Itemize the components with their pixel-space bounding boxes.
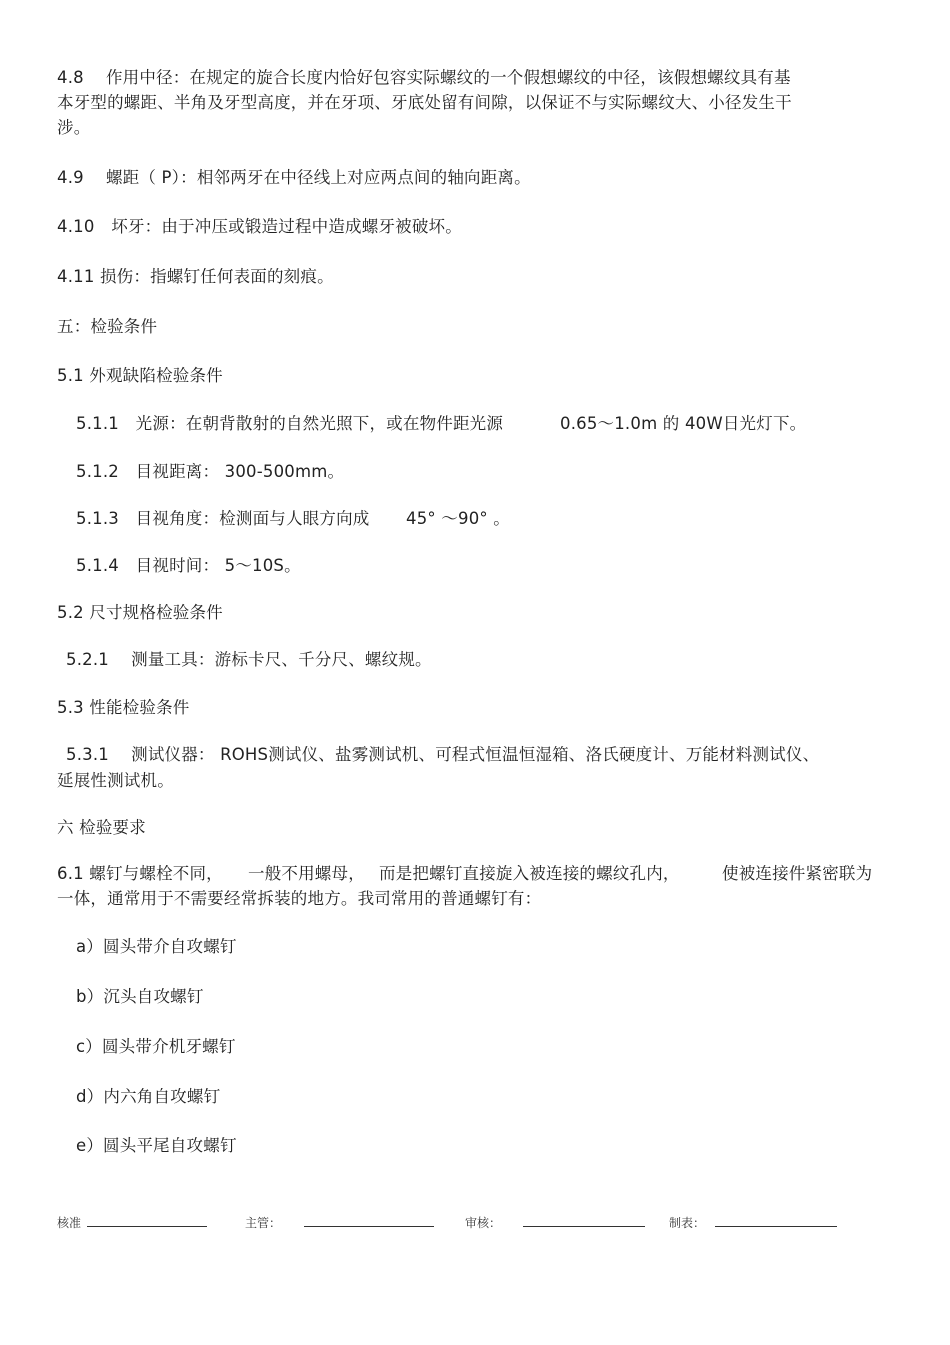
section-5-1-heading: 5.1 外观缺陷检验条件 [57,366,223,385]
item-5-3-1-line2: 延展性测试机。 [57,771,174,790]
para-6-1-line1-part4: 使被连接件紧密联为 [722,864,873,883]
para-6-1-line1-part2: 一般不用螺母， [248,864,365,883]
section-6-heading: 六 检验要求 [57,818,146,837]
item-5-1-3-part1: 5.1.3 目视角度：检测面与人眼方向成 [76,509,370,528]
list-item-d: d）内六角自攻螺钉 [76,1087,221,1106]
item-5-1-1-part2: 0.65～1.0m 的 40W日光灯下。 [560,414,807,433]
list-item-c: c）圆头带介机牙螺钉 [76,1037,236,1056]
para-4-9: 4.9 螺距（ P）：相邻两牙在中径线上对应两点间的轴向距离。 [57,168,531,187]
item-5-1-3-part2: 45° ～90° 。 [406,509,510,528]
para-6-1-line2: 一体，通常用于不需要经常拆装的地方。我司常用的普通螺钉有： [57,889,542,908]
item-5-3-1-line1: 5.3.1 测试仪器： ROHS测试仪、盐雾测试机、可程式恒温恒湿箱、洛氏硬度计、万能材料测试仪、 [66,745,820,764]
signature-footer [57,1214,857,1234]
approve-label: 核准 [57,1216,82,1230]
section-5-3-heading: 5.3 性能检验条件 [57,698,190,717]
list-item-b: b）沉头自攻螺钉 [76,987,204,1006]
prepare-label: 制表： [669,1216,706,1230]
item-5-1-2: 5.1.2 目视距离： 300-500mm。 [76,462,345,481]
section-5-2-heading: 5.2 尺寸规格检验条件 [57,603,223,622]
para-4-10: 4.10 坏牙：由于冲压或锻造过程中造成螺牙被破坏。 [57,217,462,236]
item-5-2-1: 5.2.1 测量工具：游标卡尺、千分尺、螺纹规。 [66,650,432,669]
para-6-1-line1-part1: 6.1 螺钉与螺栓不同， [57,864,223,883]
item-5-1-4: 5.1.4 目视时间： 5～10S。 [76,556,301,575]
para-4-8-line2: 本牙型的螺距、半角及牙型高度，并在牙项、牙底处留有间隙，以保证不与实际螺纹大、小径发生干 [57,93,792,112]
para-4-8-line3: 涉。 [57,118,91,137]
list-item-a: a）圆头带介自攻螺钉 [76,937,237,956]
section-5-heading: 五：检验条件 [57,317,158,336]
review-label: 审核： [465,1216,502,1230]
para-4-8-line1: 4.8 作用中径：在规定的旋合长度内恰好包容实际螺纹的一个假想螺纹的中径，该假想螺纹具有基 [57,68,791,87]
list-item-e: e）圆头平尾自攻螺钉 [76,1136,237,1155]
para-4-11: 4.11 损伤：指螺钉任何表面的刻痕。 [57,267,334,286]
supervisor-label: 主管： [245,1216,282,1230]
item-5-1-1-part1: 5.1.1 光源：在朝背散射的自然光照下，或在物件距光源 [76,414,504,433]
para-6-1-line1-part3: 而是把螺钉直接旋入被连接的螺纹孔内， [379,864,680,883]
